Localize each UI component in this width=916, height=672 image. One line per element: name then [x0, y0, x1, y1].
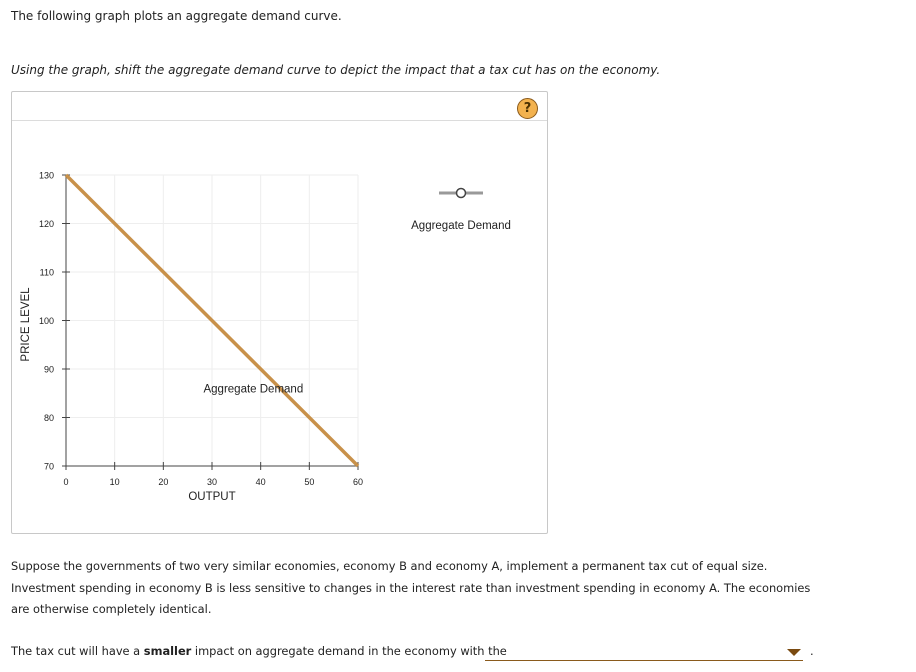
intro-text: The following graph plots an aggregate demand curve. — [11, 9, 342, 23]
question-bold: smaller — [143, 644, 192, 658]
x-tick-label: 50 — [304, 477, 315, 487]
question-before: The tax cut will have a — [11, 644, 144, 658]
question-after: impact on aggregate demand in the economy with the — [191, 644, 507, 658]
y-tick-label: 130 — [38, 170, 54, 181]
x-tick-label: 20 — [158, 477, 169, 487]
y-tick-label: 80 — [43, 413, 54, 423]
y-tick-label: 120 — [38, 219, 54, 229]
economy-dropdown[interactable] — [485, 643, 803, 661]
x-tick-label: 60 — [352, 477, 364, 487]
legend[interactable] — [411, 189, 511, 233]
legend-circle-icon — [457, 189, 466, 198]
x-tick-label: 30 — [206, 477, 218, 487]
question-period: . — [810, 644, 814, 658]
y-axis-label: PRICE LEVEL — [20, 287, 32, 362]
y-tick-label: 110 — [39, 267, 54, 278]
question-text — [11, 644, 507, 658]
x-tick-label: 0 — [63, 477, 69, 487]
y-tick-label: 70 — [43, 461, 54, 472]
help-icon[interactable]: ? — [517, 98, 538, 119]
legend-label: Aggregate Demand — [411, 220, 511, 232]
graph-panel — [11, 91, 548, 534]
instruction-text: Using the graph, shift the aggregate demand curve to depict the impact that a tax cut has on the economy. — [11, 63, 661, 77]
x-axis-label: OUTPUT — [188, 491, 236, 503]
y-tick-label: 100 — [38, 316, 54, 326]
scenario-paragraph: Suppose the governments of two very similar economies, economy B and economy A, implement a permanent tax cut of equal size. Investment spending in economy B is less sensitive to changes in the interest rate than investment spending in economy A. The economies are otherwise completely identical. — [11, 559, 811, 616]
ad-chart[interactable] — [12, 92, 547, 533]
ad-curve-label: Aggregate Demand — [203, 383, 304, 396]
x-tick-label: 40 — [255, 477, 266, 487]
chart-ticks — [39, 171, 363, 488]
x-tick-label: 10 — [109, 477, 120, 487]
chevron-down-icon[interactable] — [787, 649, 801, 656]
y-tick-label: 90 — [43, 364, 54, 375]
